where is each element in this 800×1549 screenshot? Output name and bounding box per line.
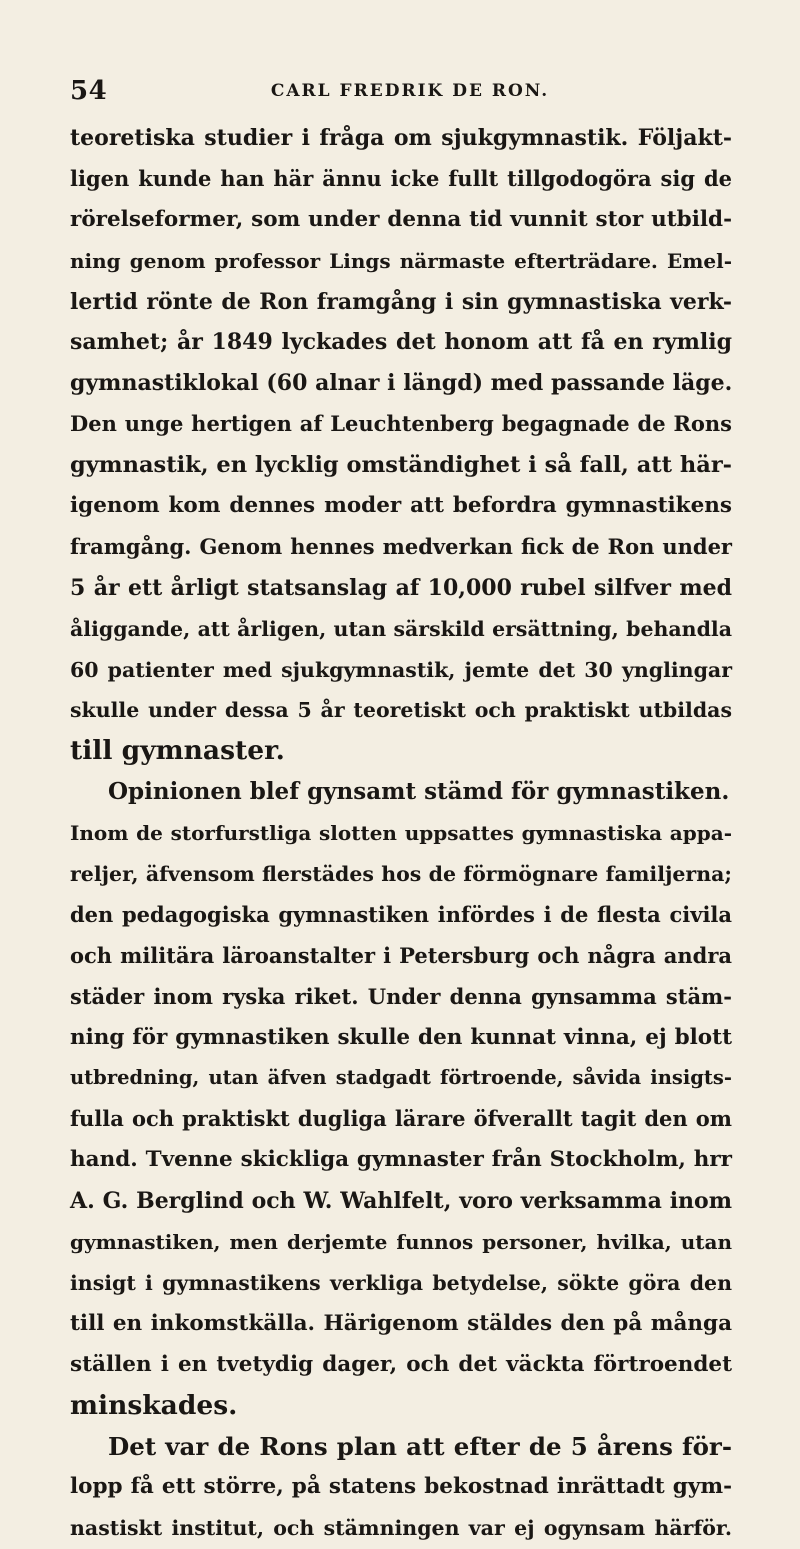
text-line: gymnastik, en lycklig omständighet i så fall, att här-	[70, 452, 733, 479]
text-line: samhet; år 1849 lyckades det honom att få en rymlig	[70, 329, 732, 356]
text-line: Det var de Rons plan att efter de 5 årens för-	[108, 1431, 732, 1461]
text-line: hand. Tvenne skickliga gymnaster från Stockholm, hrr	[70, 1147, 732, 1173]
text-line: rörelseformer, som under denna tid vunnit stor utbild-	[70, 206, 732, 232]
page-number: 54	[70, 76, 108, 106]
text-line: den pedagogiska gymnastiken infördes i de flesta civila	[70, 901, 732, 927]
text-line: teoretiska studier i fråga om sjukgymnastik. Följakt-	[70, 125, 732, 151]
text-line: till en inkomstkälla. Härigenom stäldes den på många	[70, 1310, 732, 1336]
text-line: Den unge hertigen af Leuchtenberg begagnade de Rons	[70, 411, 732, 437]
text-line: reljer, äfvensom flerstädes hos de förmögnare familjerna;	[70, 862, 732, 887]
text-line: ning för gymnastiken skulle den kunnat vinna, ej blott	[70, 1024, 732, 1050]
text-line: gymnastiklokal (60 alnar i längd) med passande läge.	[70, 370, 733, 397]
running-title: CARL FREDRIK DE RON.	[270, 81, 550, 101]
text-line: framgång. Genom hennes medverkan fick de Ron under	[70, 533, 732, 559]
text-line: fulla och praktiskt dugliga lärare öfverallt tagit den om	[70, 1106, 732, 1132]
text-line: Inom de storfurstliga slotten uppsattes gymnastiska appa-	[70, 821, 732, 846]
text-line: nastiskt institut, och stämningen var ej ogynsam härför.	[70, 1516, 732, 1541]
text-line: A. G. Berglind och W. Wahlfelt, voro verksamma inom	[70, 1188, 732, 1215]
text-line: ning genom professor Lings närmaste efterträdare. Emel-	[70, 248, 732, 273]
text-line: skulle under dessa 5 år teoretiskt och praktiskt utbildas	[70, 698, 732, 723]
text-line: 5 år ett årligt statsanslag af 10,000 rubel silfver med	[70, 574, 732, 601]
text-line: igenom kom dennes moder att befordra gymnastikens	[70, 493, 732, 519]
text-line: lopp få ett större, på statens bekostnad inrättadt gym-	[70, 1474, 732, 1500]
body-text	[70, 118, 732, 1549]
text-line: minskades.	[70, 1389, 238, 1421]
text-line: gymnastiken, men derjemte funnos personer, hvilka, utan	[70, 1230, 732, 1255]
text-line: städer inom ryska riket. Under denna gynsamma stäm-	[70, 983, 732, 1009]
text-line: till gymnaster.	[70, 735, 285, 767]
text-line: ställen i en tvetydig dager, och det väckta förtroendet	[70, 1351, 732, 1377]
text-line: insigt i gymnastikens verkliga betydelse, sökte göra den	[70, 1270, 732, 1295]
text-line: 60 patienter med sjukgymnastik, jemte det 30 ynglingar	[70, 657, 732, 682]
text-line: Opinionen blef gynsamt stämd för gymnastiken.	[108, 778, 730, 806]
text-line: ligen kunde han här ännu icke fullt tillgodogöra sig de	[70, 165, 732, 191]
text-line: lertid rönte de Ron framgång i sin gymnastiska verk-	[70, 288, 732, 315]
text-line: åliggande, att årligen, utan särskild ersättning, behandla	[70, 616, 732, 641]
text-line: utbredning, utan äfven stadgadt förtroende, såvida insigts-	[70, 1066, 732, 1090]
page-header	[70, 76, 730, 106]
text-line: och militära läroanstalter i Petersburg och några andra	[70, 942, 732, 968]
